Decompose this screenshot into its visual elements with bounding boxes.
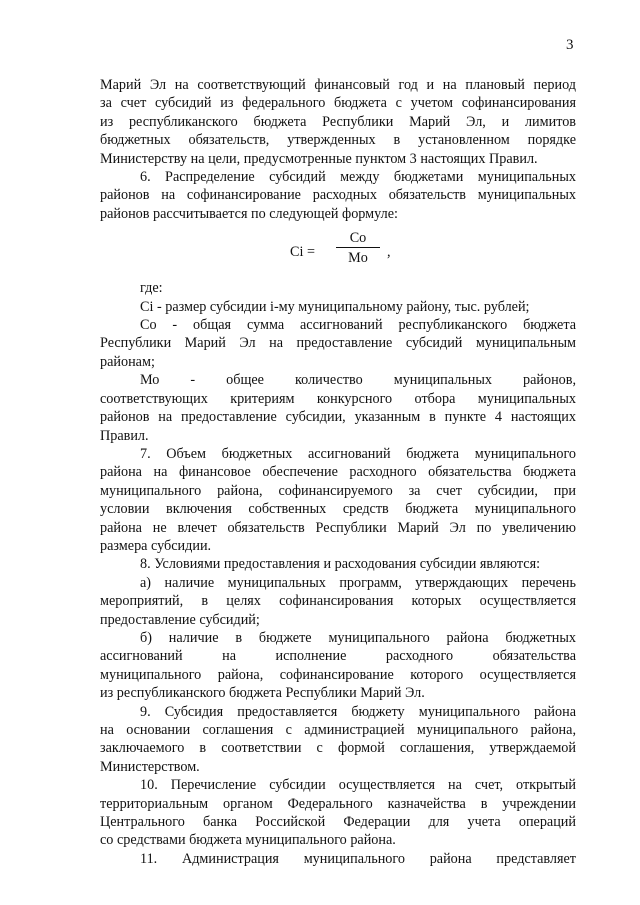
text-line: районов рассчитывается по следующей формуле:: [100, 205, 398, 222]
text-line: размера субсидии.: [100, 537, 212, 554]
paragraph-11: [100, 850, 576, 868]
paragraph-9: [100, 703, 576, 777]
where-label: где:: [140, 280, 163, 297]
text-line: районов на софинансирование расходных обязательств муниципальных: [100, 187, 576, 204]
formula-numerator: Co: [336, 229, 380, 248]
text-line: районов на предоставление субсидии, указанным в пункте 4 настоящих: [100, 409, 576, 426]
text-line: ассигнований на исполнение расходного обязательства: [100, 648, 576, 665]
formula: [100, 227, 576, 279]
text-line: б) наличие в бюджете муниципального района бюджетных: [140, 629, 576, 646]
text-line: района на финансовое обеспечение расходного обязательства бюджета: [100, 464, 576, 481]
text-line: бюджетных обязательств, утвержденных в установленном порядке: [100, 132, 576, 149]
text-line: 6. Распределение субсидий между бюджетами муниципальных: [140, 169, 576, 186]
text-line: соответствующих критериям конкурсного отбора муниципальных: [100, 390, 576, 407]
formula-left: Ci =: [290, 244, 315, 261]
formula-comma: ,: [387, 244, 391, 261]
text-line: 8. Условиями предоставления и расходования субсидии являются:: [140, 556, 541, 573]
paragraph-7: [100, 445, 576, 555]
text-line: Министерству на цели, предусмотренные пунктом 3 настоящих Правил.: [100, 150, 538, 167]
page-number: 3: [566, 37, 574, 53]
text-line: Со - общая сумма ассигнований республиканского бюджета: [140, 317, 576, 334]
text-line: района не влечет обязательств Республики Марий Эл по увеличению: [100, 519, 576, 536]
text-line: а) наличие муниципальных программ, утверждающих перечень: [140, 574, 576, 591]
text-line: муниципального района, софинансирование которого осуществляется: [100, 666, 576, 683]
text-line: Центрального банка Российской Федерации для учета операций: [100, 814, 576, 831]
text-line: 10. Перечисление субсидии осуществляется на счет, открытый: [140, 777, 576, 794]
formula-fraction: [336, 229, 380, 268]
text-line: 7. Объем бюджетных ассигнований бюджета муниципального: [140, 445, 576, 462]
paragraph-10: [100, 776, 576, 850]
text-line: муниципального района, софинансируемого за счет субсидии, при: [100, 482, 576, 499]
paragraph-8: [100, 555, 576, 702]
intro-paragraph: [100, 76, 576, 168]
text-line: Министерством.: [100, 758, 200, 775]
paragraph-6: [100, 168, 576, 223]
text-line: Мо - общее количество муниципальных районов,: [140, 372, 576, 389]
text-line: Правил.: [100, 427, 149, 444]
text-line: условии включения собственных средств бюджета муниципального: [100, 501, 576, 518]
text-line: Марий Эл на соответствующий финансовый год и на плановый период: [100, 77, 576, 93]
text-line: территориальным органом Федерального казначейства в учреждении: [100, 795, 576, 812]
text-line: заключаемого в соответствии с формой соглашения, утверждаемой: [100, 740, 576, 757]
definitions: [100, 279, 576, 445]
document-body: [100, 76, 576, 868]
formula-denominator: Mo: [348, 250, 368, 267]
text-line: мероприятий, в целях софинансирования которых осуществляется: [100, 593, 576, 610]
text-line: Республики Марий Эл на предоставление субсидий муниципальным: [100, 335, 576, 352]
text-line: из республиканского бюджета Республики Марий Эл, и лимитов: [100, 113, 576, 130]
text-line: со средствами бюджета муниципального района.: [100, 832, 396, 849]
text-line: за счет субсидий из федерального бюджета с учетом софинансирования: [100, 95, 576, 112]
text-line: районам;: [100, 353, 155, 370]
text-line: на основании соглашения с администрацией муниципального района,: [100, 722, 576, 738]
text-line: 11. Администрация муниципального района представляет: [140, 850, 576, 867]
text-line: 9. Субсидия предоставляется бюджету муниципального района: [140, 703, 576, 720]
text-line: предоставление субсидий;: [100, 611, 260, 628]
definition-ci: Ci - размер субсидии i-му муниципальному району, тыс. рублей;: [140, 298, 530, 315]
text-line: из республиканского бюджета Республики Марий Эл.: [100, 685, 425, 702]
